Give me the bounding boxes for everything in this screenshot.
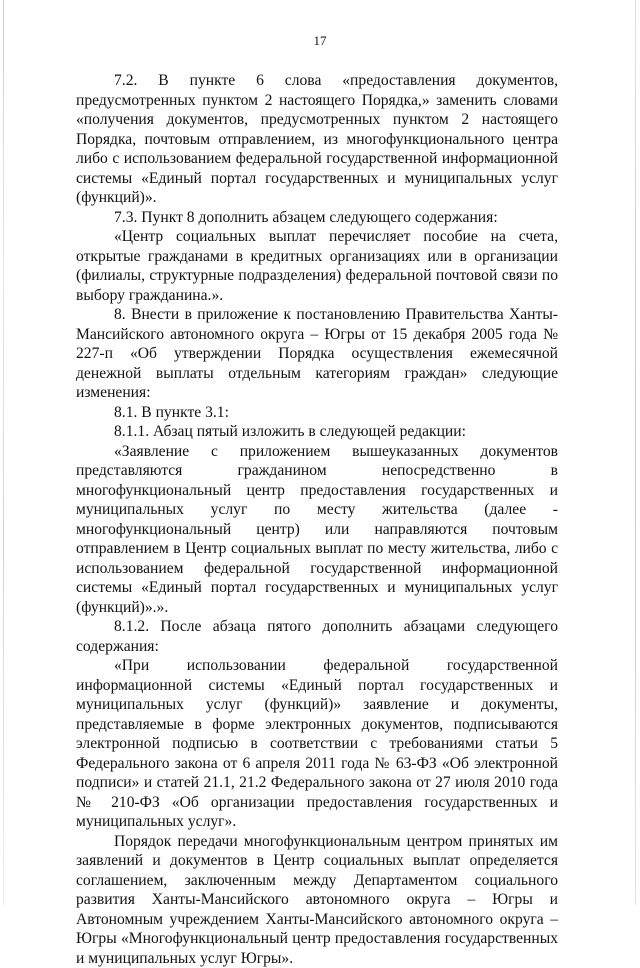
paragraph-7-2: 7.2. В пункте 6 слова «предоставления документов, предусмотренных пунктом 2 настоящего Порядка,» заменить словами «получения документов, предусмотренных пунктом 2 настоящего Порядка, почтовым отправлением, из многофункционального центра либо с использованием федеральной государственной информационной системы «Единый портал государственных и муниципальных услуг (функций)».: [76, 71, 558, 208]
paragraph-8-1-2-quote: «При использовании федеральной государственной информационной системы «Единый портал государственных и муниципальных услуг (функций)» заявление и документы, представляемые в форме электронных документов, подписываются электронной подписью в соответствии с требованиями статьи 5 Федерального закона от 6 апреля 2011 года № 63-ФЗ «Об электронной подписи» и статей 21.1, 21.2 Федерального закона от 27 июля 2010 года № 210-ФЗ «Об организации предоставления государственных и муниципальных услуг».: [76, 656, 558, 832]
paragraph-8-1-1: 8.1.1. Абзац пятый изложить в следующей редакции:: [76, 422, 558, 442]
paragraph-7-3-quote: «Центр социальных выплат перечисляет пособие на счета, открытые гражданами в кредитных организациях или в организации (филиалы, структурные подразделения) федеральной почтовой связи по выбору гражданина.».: [76, 227, 558, 305]
paragraph-8: 8. Внести в приложение к постановлению Правительства Ханты-Мансийского автономного округа – Югры от 15 декабря 2005 года № 227-п «Об утверждении Порядка осуществления ежемесячной денежной выплаты отдельным категориям граждан» следующие изменения:: [76, 305, 558, 403]
scan-edge-left: [3, 0, 4, 905]
paragraph-8-1-2: 8.1.2. После абзаца пятого дополнить абзацами следующего содержания:: [76, 617, 558, 656]
page-number: 17: [0, 33, 640, 49]
paragraph-7-3: 7.3. Пункт 8 дополнить абзацем следующего содержания:: [76, 208, 558, 228]
document-body: [76, 71, 558, 968]
paragraph-8-1-1-quote: «Заявление с приложением вышеуказанных документов представляются гражданином непосредственно в многофункциональный центр предоставления государственных и муниципальных услуг по месту жительства (далее - многофункциональный центр) или направляются почтовым отправлением в Центр социальных выплат по месту жительства, либо с использованием федеральной государственной информационной системы «Единый портал государственных и муниципальных услуг (функций)».».: [76, 442, 558, 618]
paragraph-8-1: 8.1. В пункте 3.1:: [76, 403, 558, 423]
scan-edge-right: [635, 0, 636, 905]
paragraph-transfer-procedure: Порядок передачи многофункциональным центром принятых им заявлений и документов в Центр социальных выплат определяется соглашением, заключенным между Департаментом социального развития Ханты-Мансийского автономного округа – Югры и Автономным учреждением Ханты-Мансийского автономного округа – Югры «Многофункциональный центр предоставления государственных и муниципальных услуг Югры».: [76, 832, 558, 968]
